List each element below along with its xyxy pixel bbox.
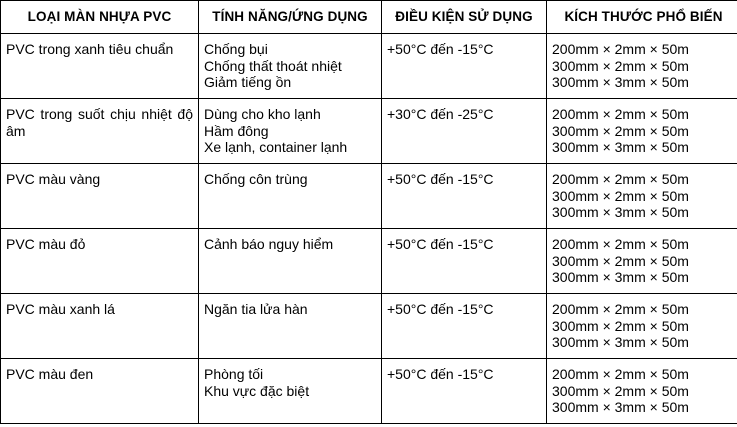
size-line: 200mm × 2mm × 50m xyxy=(552,366,689,382)
header-type: LOẠI MÀN NHỰA PVC xyxy=(1,1,199,34)
feature-line: Chống bụi xyxy=(204,41,268,57)
cell-type: PVC trong suốt chịu nhiệt độ âm xyxy=(1,99,199,164)
size-line: 200mm × 2mm × 50m xyxy=(552,171,689,187)
cell-sizes xyxy=(547,34,737,99)
size-line: 200mm × 2mm × 50m xyxy=(552,301,689,317)
header-features: TÍNH NĂNG/ỨNG DỤNG xyxy=(199,1,382,34)
feature-line: Chống côn trùng xyxy=(204,171,308,187)
size-line: 300mm × 3mm × 50m xyxy=(552,399,689,415)
size-line: 300mm × 2mm × 50m xyxy=(552,57,689,74)
cell-type: PVC trong xanh tiêu chuẩn xyxy=(1,34,199,99)
size-line: 200mm × 2mm × 50m xyxy=(552,236,689,252)
size-line: 300mm × 3mm × 50m xyxy=(552,139,689,155)
cell-conditions: +30°C đến -25°C xyxy=(382,99,547,164)
cell-features xyxy=(199,359,382,424)
cell-sizes xyxy=(547,229,737,294)
feature-line: Ngăn tia lửa hàn xyxy=(204,301,308,317)
size-line: 300mm × 2mm × 50m xyxy=(552,122,689,139)
cell-features xyxy=(199,294,382,359)
table-row xyxy=(1,229,737,294)
feature-line: Phòng tối xyxy=(204,366,264,382)
cell-features xyxy=(199,164,382,229)
cell-conditions: +50°C đến -15°C xyxy=(382,294,547,359)
cell-sizes xyxy=(547,99,737,164)
size-line: 300mm × 3mm × 50m xyxy=(552,74,689,90)
size-line: 300mm × 3mm × 50m xyxy=(552,204,689,220)
feature-line: Hầm đông xyxy=(204,122,269,139)
cell-conditions: +50°C đến -15°C xyxy=(382,229,547,294)
feature-line: Khu vực đặc biệt xyxy=(204,382,310,399)
size-line: 300mm × 3mm × 50m xyxy=(552,334,689,350)
feature-line: Giảm tiếng ồn xyxy=(204,74,292,90)
size-line: 300mm × 2mm × 50m xyxy=(552,187,689,204)
feature-line: Xe lạnh, container lạnh xyxy=(204,139,348,155)
size-line: 300mm × 3mm × 50m xyxy=(552,269,689,285)
feature-line: Cảnh báo nguy hiểm xyxy=(204,236,334,252)
feature-line: Dùng cho kho lạnh xyxy=(204,106,321,122)
cell-sizes xyxy=(547,294,737,359)
cell-type: PVC màu đen xyxy=(1,359,199,424)
table-row xyxy=(1,294,737,359)
size-line: 300mm × 2mm × 50m xyxy=(552,317,689,334)
cell-conditions: +50°C đến -15°C xyxy=(382,164,547,229)
table-row xyxy=(1,359,737,424)
cell-features xyxy=(199,99,382,164)
cell-type: PVC màu vàng xyxy=(1,164,199,229)
cell-type: PVC màu đỏ xyxy=(1,229,199,294)
size-line: 300mm × 2mm × 50m xyxy=(552,382,689,399)
size-line: 300mm × 2mm × 50m xyxy=(552,252,689,269)
table-row xyxy=(1,164,737,229)
header-sizes: KÍCH THƯỚC PHỔ BIẾN xyxy=(547,1,737,34)
cell-conditions: +50°C đến -15°C xyxy=(382,34,547,99)
cell-sizes xyxy=(547,164,737,229)
header-conditions: ĐIỀU KIỆN SỬ DỤNG xyxy=(382,1,547,34)
table-body xyxy=(1,34,737,424)
header-row xyxy=(1,1,737,34)
cell-features xyxy=(199,34,382,99)
table-row xyxy=(1,34,737,99)
feature-line: Chống thất thoát nhiệt xyxy=(204,57,342,74)
size-line: 200mm × 2mm × 50m xyxy=(552,106,689,122)
cell-conditions: +50°C đến -15°C xyxy=(382,359,547,424)
cell-type: PVC màu xanh lá xyxy=(1,294,199,359)
cell-sizes xyxy=(547,359,737,424)
size-line: 200mm × 2mm × 50m xyxy=(552,41,689,57)
table-row xyxy=(1,99,737,164)
cell-features xyxy=(199,229,382,294)
